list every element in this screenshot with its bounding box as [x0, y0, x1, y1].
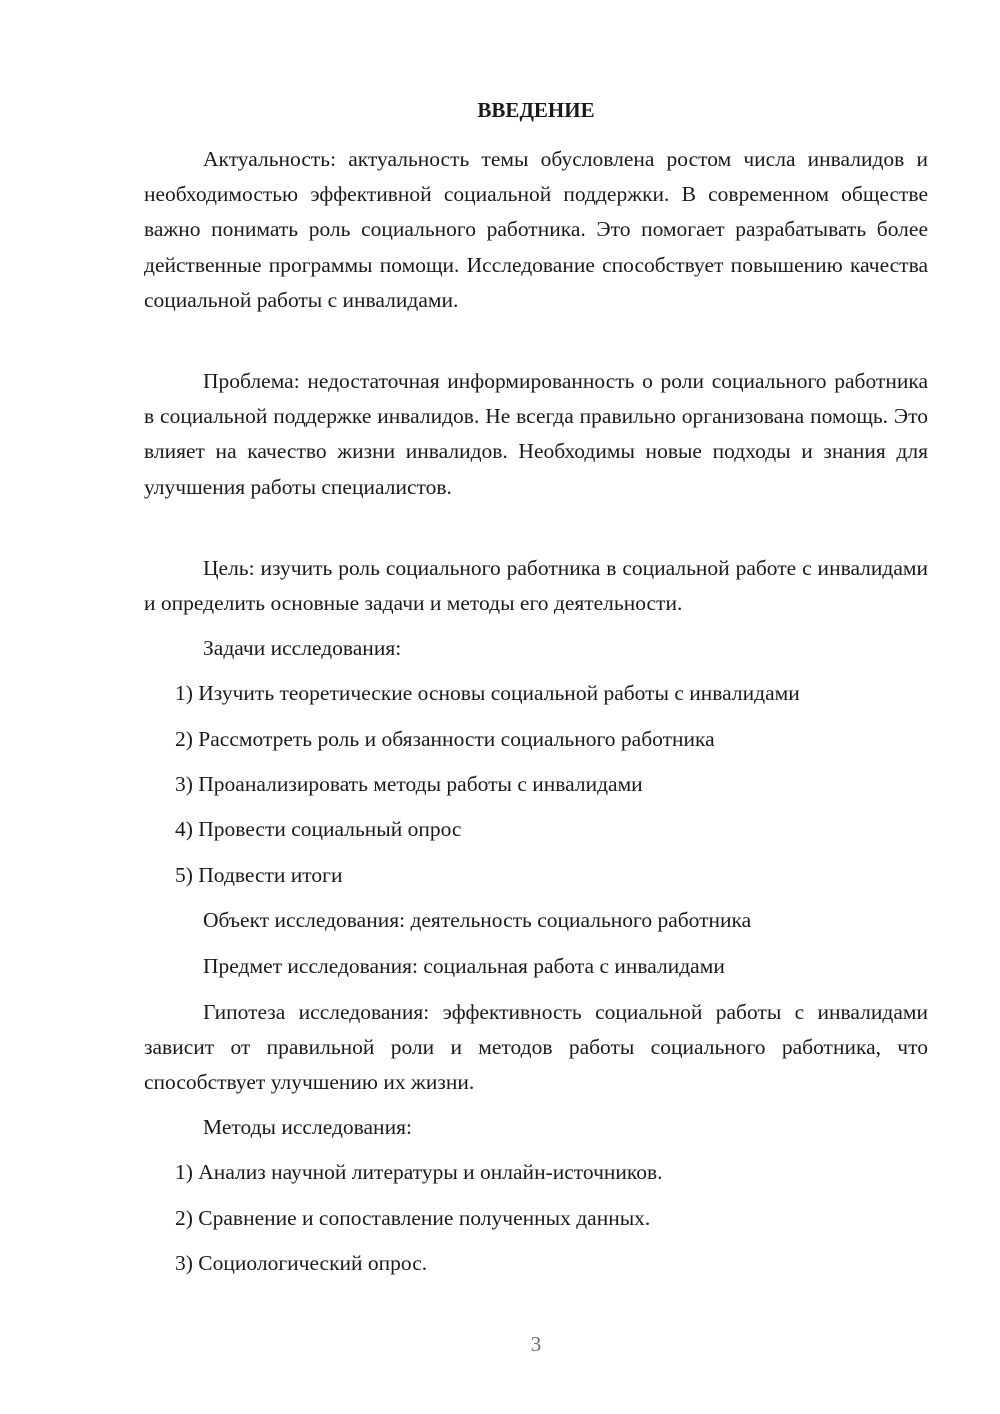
relevance-text: Актуальность: актуальность темы обусловлена ростом числа инвалидов и необходимостью эффективной социальной поддержки. В современном обществе важно понимать роль социального работника. Это помогает разрабатывать более действенные программы помощи. Исследование способствует повышению качества социальной работы с инвалидами.: [144, 147, 928, 312]
task-item: 4) Провести социальный опрос: [175, 817, 462, 841]
goal-text: Цель: изучить роль социального работника в социальной работе с инвалидами и определить основные задачи и методы его деятельности.: [144, 556, 928, 616]
task-item: 3) Проанализировать методы работы с инвалидами: [175, 772, 643, 796]
section-heading: ВВЕДЕНИЕ: [477, 98, 595, 122]
relevance-paragraph: [144, 142, 928, 318]
methods-heading: Методы исследования:: [203, 1115, 412, 1139]
problem-text: Проблема: недостаточная информированность о роли социального работника в социальной поддержке инвалидов. Не всегда правильно организована помощь. Это влияет на качество жизни инвалидов. Необходимы новые подходы и знания для улучшения работы специалистов.: [144, 369, 928, 499]
tasks-heading: Задачи исследования:: [203, 636, 402, 660]
task-item: 1) Изучить теоретические основы социальной работы с инвалидами: [175, 681, 800, 705]
hypothesis-paragraph: [144, 995, 928, 1101]
method-item: 1) Анализ научной литературы и онлайн-источников.: [175, 1160, 663, 1184]
task-item: 5) Подвести итоги: [175, 863, 343, 887]
problem-paragraph: [144, 364, 928, 505]
task-item: 2) Рассмотреть роль и обязанности социального работника: [175, 727, 715, 751]
goal-paragraph: [144, 551, 928, 621]
method-item: 2) Сравнение и сопоставление полученных данных.: [175, 1206, 651, 1230]
hypothesis-text: Гипотеза исследования: эффективность социальной работы с инвалидами зависит от правильной роли и методов работы социального работника, что способствует улучшению их жизни.: [144, 1000, 928, 1095]
method-item: 3) Социологический опрос.: [175, 1251, 428, 1275]
page-number: 3: [530, 1332, 542, 1356]
research-object: Объект исследования: деятельность социального работника: [203, 908, 752, 932]
research-subject: Предмет исследования: социальная работа с инвалидами: [203, 954, 725, 978]
